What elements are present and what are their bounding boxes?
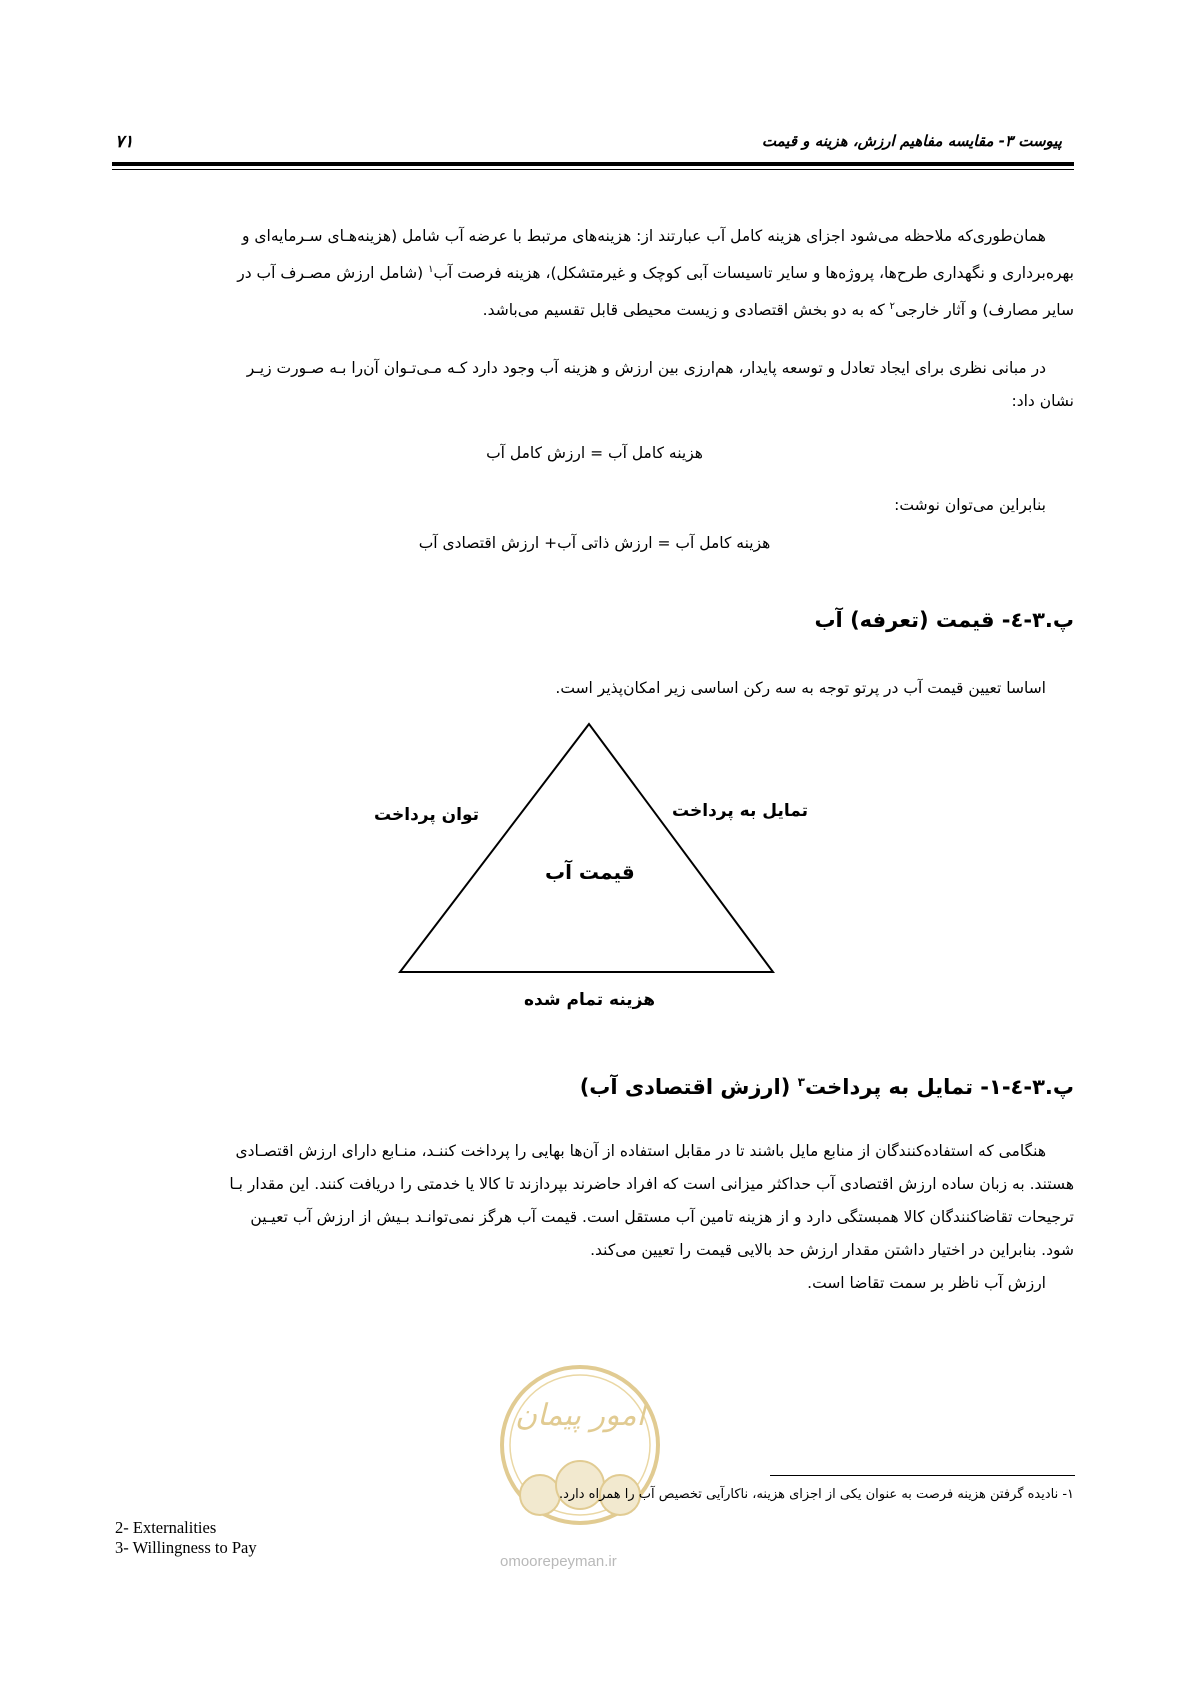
watermark-logo [480,1355,680,1545]
equation-2: هزینه کامل آب = ارزش ذاتی آب+ ارزش اقتصادی آب [418,534,771,552]
footnote-ref: ۲ [889,301,896,313]
header-rule-thick [112,162,1074,166]
text-line: ارزش آب ناظر بر سمت تقاضا است. [807,1274,1046,1292]
section-intro: اساسا تعیین قیمت آب در پرتو توجه به سه رکن اساسی زیر امکان‌پذیر است. [555,679,1046,697]
header-rule-thin [112,169,1074,170]
text-line: بهره‌برداری و نگهداری طرح‌ها، پروژه‌ها و سایر تاسیسات آبی کوچک و غیرمتشکل)، هزینه فرصت آب$^۱$ (شامل ارزش مصـرف آب در [237,264,1074,283]
footnote-ref: ۱ [428,264,434,275]
text-line: شود. بنابراین در اختیار داشتن مقدار ارزش حد بالایی قیمت را تعیین می‌کند. [590,1241,1074,1259]
page-number: ۷۱ [115,132,134,152]
footnote-3: 3- Willingness to Pay [115,1538,257,1557]
paragraph-full-cost [115,220,1074,327]
text-line: ترجیحات تقاضاکنندگان کالا همبستگی دارد و از هزینه تامین آب مستقل است. قیمت آب هرگز نمی‌توانـد بـیش از ارزش آب تعیـین [250,1208,1074,1226]
section-heading-price: پ.۳-٤- قیمت (تعرفه) آب [814,608,1074,632]
therefore-line: بنابراین می‌توان نوشت: [894,496,1046,514]
text-line: در مبانی نظری برای ایجاد تعادل و توسعه پایدار، هم‌ارزی بین ارزش و هزینه آب وجود دارد کـه مـی‌تـوان آن‌را بـه صـورت زیـر [246,359,1046,377]
triangle-shape [400,724,773,972]
paragraph-economic-value [115,1135,1074,1300]
footnote-2: 2- Externalities [115,1518,217,1537]
footnote-1: ۱- نادیده گرفتن هزینه فرصت به عنوان یکی از اجزای هزینه، ناکارآیی تخصیص آب را همراه دارد. [558,1487,1074,1502]
text-line: سایر مصارف) و آثار خارجی$^۲$ که به دو بخش اقتصادی و زیست محیطی قابل تقسیم می‌باشد. [482,301,1074,320]
footnote-rule [770,1475,1075,1476]
paragraph-equivalence [115,352,1074,418]
watermark-url: omoorepeyman.ir [500,1553,617,1570]
equation-1: هزینه کامل آب = ارزش کامل آب [486,444,703,462]
section-heading-willingness: پ.۳-٤-۱- تمایل به پرداخت$^۳$ (ارزش اقتصادی آب) [579,1075,1074,1099]
text-line: همان‌طوری‌که ملاحظه می‌شود اجزای هزینه کامل آب عبارتند از: هزینه‌های مرتبط با عرضه آب شامل (هزینه‌هـای سـرمایه‌ای و [241,227,1046,245]
label-ability-to-pay: توان پرداخت [374,805,480,825]
watermark-logo-text: امور پیمان [515,1398,645,1433]
label-willingness-to-pay: تمایل به پرداخت [672,801,809,821]
text-line: نشان داد: [1011,392,1074,410]
footnote-ref: ۳ [797,1075,805,1089]
label-total-cost: هزینه تمام شده [524,990,656,1010]
text-line: هنگامی که استفاده‌کنندگان از منابع مایل باشند تا در مقابل استفاده از آن‌ها بهایی را پرداخت کننـد، منـابع دارای ارزش اقتصـادی [235,1142,1046,1160]
text-line: هستند. به زبان ساده ارزش اقتصادی آب حداکثر میزانی است که افراد حاضرند بپردازند تا کالا یا خدمتی را دریافت کنند. این مقدار بـا [229,1175,1074,1193]
label-water-price: قیمت آب [545,860,635,884]
running-header-title: پیوست ۳- مقایسه مفاهیم ارزش، هزینه و قیمت [761,132,1062,150]
